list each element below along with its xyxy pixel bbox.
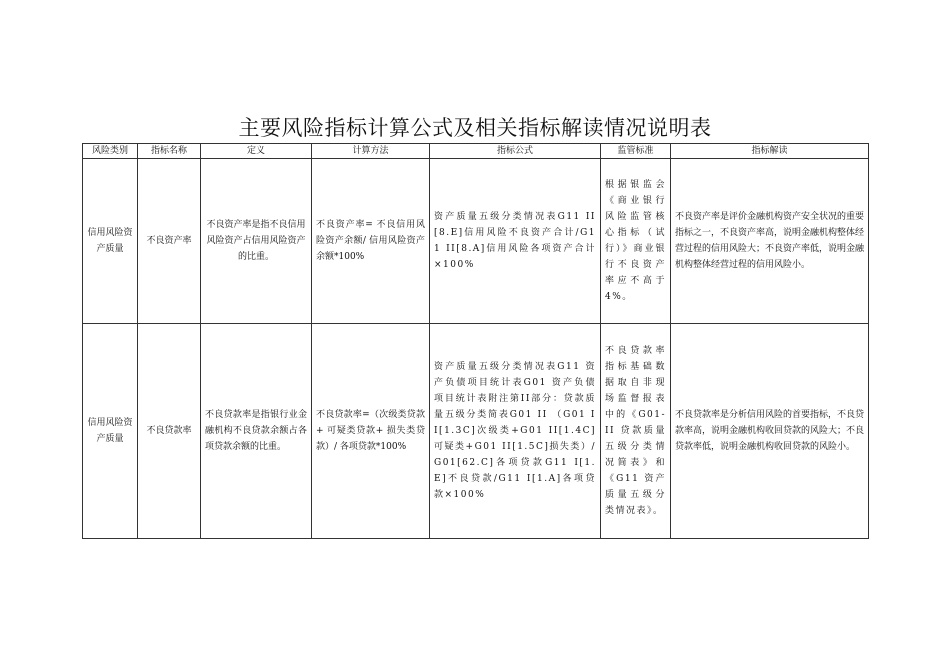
cell-name: 不良贷款率 [138, 324, 201, 539]
table-row [83, 159, 869, 324]
page-title: 主要风险指标计算公式及相关指标解读情况说明表 [238, 116, 712, 140]
cell-definition: 不良贷款率是指银行业金融机构不良贷款余额占各项贷款余额的比重。 [201, 324, 312, 539]
cell-formula: 资产质量五级分类情况表G11 资产负债项目统计表G01 资产负债项目统计表附注第II部分：贷款质量五级分类简表G01 II （G01 II[1.3C]次级类+G01 II[1.4C]可疑类+G01 II[1.5C]损失类）/G01[62.C]各项贷款G11 I[1.E]不良贷款/G11 I[1.A]各项贷款×100% [430, 324, 601, 539]
header-calc-method: 计算方法 [312, 144, 430, 159]
cell-definition: 不良资产率是指不良信用风险资产占信用风险资产的比重。 [201, 159, 312, 324]
cell-standard: 根据银监会《商业银行风险监管核心指标（试行）》商业银行不良资产率应不高于4%。 [601, 159, 671, 324]
cell-name: 不良资产率 [138, 159, 201, 324]
cell-method: 不良资产率= 不良信用风险资产余额/ 信用风险资产余额*100% [312, 159, 430, 324]
cell-interpretation: 不良资产率是评价金融机构资产安全状况的重要指标之一，不良资产率高，说明金融机构整体经营过程的信用风险大；不良资产率低，说明金融机构整体经营过程的信用风险小。 [671, 159, 869, 324]
header-formula: 指标公式 [430, 144, 601, 159]
table-header-row [83, 144, 869, 159]
table-row [83, 324, 869, 539]
cell-formula: 资产质量五级分类情况表G11 II[8.E]信用风险不良资产合计/G11 II[8.A]信用风险各项资产合计×100% [430, 159, 601, 324]
cell-category: 信用风险资产质量 [83, 324, 138, 539]
cell-method: 不良贷款率=（次级类贷款+ 可疑类贷款+ 损失类贷款）/ 各项贷款*100% [312, 324, 430, 539]
header-indicator-name: 指标名称 [138, 144, 201, 159]
indicator-table [82, 143, 869, 539]
cell-interpretation: 不良贷款率是分析信用风险的首要指标，不良贷款率高，说明金融机构收回贷款的风险大；不良贷款率低，说明金融机构收回贷款的风险小。 [671, 324, 869, 539]
header-risk-category: 风险类别 [83, 144, 138, 159]
cell-standard: 不良贷款率指标基础数据取自非现场监督报表中的《G01-II 贷款质量五级分类情况简表》和《G11 资产质量五级分类情况表》。 [601, 324, 671, 539]
header-interpretation: 指标解读 [671, 144, 869, 159]
header-definition: 定义 [201, 144, 312, 159]
cell-category: 信用风险资产质量 [83, 159, 138, 324]
header-standard: 监管标准 [601, 144, 671, 159]
